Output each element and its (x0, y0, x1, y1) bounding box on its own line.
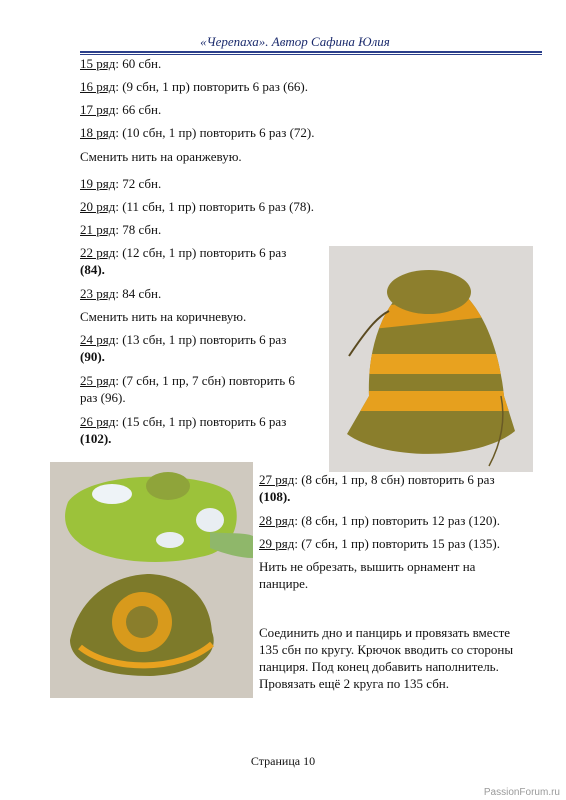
note-no-cut: Нить не обрезать, вышить орнамент на (259, 559, 476, 574)
row-21: 21 ряд: 78 сбн. (80, 222, 162, 237)
row-15: 15 ряд: 60 сбн. (80, 56, 162, 71)
row-18: 18 ряд: (10 сбн, 1 пр) повторить 6 раз (72). (80, 125, 315, 140)
note-brown: Сменить нить на коричневую. (80, 309, 247, 324)
page-number: Страница 10 (250, 754, 316, 768)
row-29: 29 ряд: (7 сбн, 1 пр) повторить 15 раз (135). (259, 536, 500, 551)
row-26: 26 ряд: (15 сбн, 1 пр) повторить 6 раз (80, 414, 287, 429)
row-26-cont: (102). (80, 431, 112, 446)
row-20: 20 ряд: (11 сбн, 1 пр) повторить 6 раз (78). (80, 199, 314, 214)
site-watermark[interactable]: PassionForum.ru (483, 787, 560, 798)
note-join-4: Провязать ещё 2 круга по 135 сбн. (259, 676, 450, 691)
row-22-cont: (84). (80, 262, 105, 277)
row-27: 27 ряд: (8 сбн, 1 пр, 8 сбн) повторить 6 раз (259, 472, 495, 487)
row-22: 22 ряд: (12 сбн, 1 пр) повторить 6 раз (80, 245, 287, 260)
row-19: 19 ряд: 72 сбн. (80, 176, 162, 191)
note-join-2: 135 сбн по кругу. Крючок вводить со стороны (259, 642, 514, 657)
note-join-3: панциря. Под конец добавить наполнитель. (259, 659, 499, 674)
page-header: «Черепаха». Автор Сафина Юлия (200, 34, 390, 49)
note-orange: Сменить нить на оранжевую. (80, 149, 242, 164)
shell-photo (329, 246, 533, 472)
row-27-cont: (108). (259, 489, 291, 504)
header-rule (80, 51, 542, 53)
row-23: 23 ряд: 84 сбн. (80, 286, 162, 301)
row-25-cont: раз (96). (80, 390, 126, 405)
row-24-cont: (90). (80, 349, 105, 364)
row-16: 16 ряд: (9 сбн, 1 пр) повторить 6 раз (66). (80, 79, 308, 94)
row-24: 24 ряд: (13 сбн, 1 пр) повторить 6 раз (80, 332, 287, 347)
note-join-1: Соединить дно и панцирь и провязать вместе (259, 625, 511, 640)
row-17: 17 ряд: 66 сбн. (80, 102, 162, 117)
assembly-photo (50, 462, 253, 698)
row-25: 25 ряд: (7 сбн, 1 пр, 7 сбн) повторить 6 (80, 373, 295, 388)
note-no-cut-cont: панцире. (259, 576, 309, 591)
row-28: 28 ряд: (8 сбн, 1 пр) повторить 12 раз (120). (259, 513, 500, 528)
